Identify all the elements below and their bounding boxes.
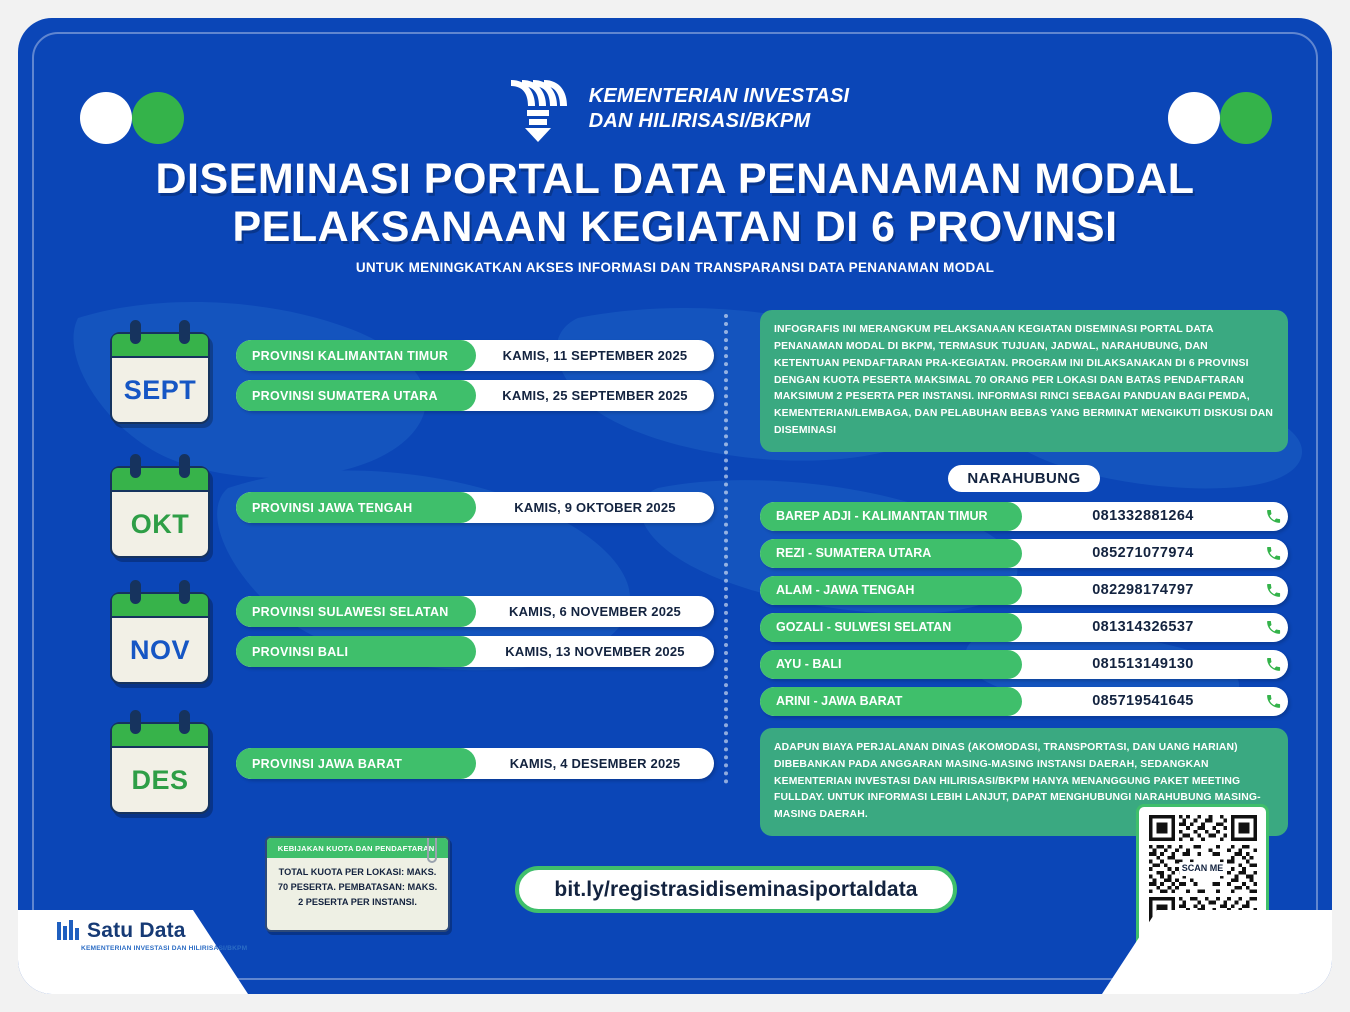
title-line-1: DISEMINASI PORTAL DATA PENANAMAN MODAL xyxy=(155,155,1195,203)
phone-icon[interactable] xyxy=(1258,582,1288,599)
satu-data-logo xyxy=(56,918,186,944)
contact-item xyxy=(760,539,1288,568)
contact-phone: 081332881264 xyxy=(1092,508,1194,525)
schedule-row xyxy=(236,380,714,411)
schedule-row xyxy=(236,340,714,371)
qr-code-icon[interactable] xyxy=(1149,815,1257,923)
registration-link[interactable]: bit.ly/registrasidiseminasiportaldata xyxy=(515,866,957,913)
event-date: KAMIS, 6 NOVEMBER 2025 xyxy=(508,604,681,619)
quota-policy-card xyxy=(265,836,450,932)
calendar-icon-sept xyxy=(110,332,210,424)
schedule-row xyxy=(236,636,714,667)
schedule-row xyxy=(236,492,714,523)
schedule-group-des xyxy=(96,700,736,820)
satu-data-icon xyxy=(56,918,80,944)
schedule-group-nov xyxy=(96,572,736,700)
scan-me-label: SCAN ME xyxy=(1179,862,1227,876)
province-label: PROVINSI JAWA TENGAH xyxy=(236,492,476,523)
contact-item xyxy=(760,502,1288,531)
calendar-icon-okt xyxy=(110,466,210,558)
contact-phone: 085271077974 xyxy=(1092,545,1194,562)
phone-icon[interactable] xyxy=(1258,693,1288,710)
contact-item xyxy=(760,650,1288,679)
calendar-icon-nov xyxy=(110,592,210,684)
ministry-name xyxy=(589,84,850,134)
info-cost-box: ADAPUN BIAYA PERJALANAN DINAS (AKOMODASI, TRANSPORTASI, DAN UANG HARIAN) DIBEBANKAN PADA ANGGARAN MASING-MASING INSTANSI DAERAH, SEDANGKAN KEMENTERIAN INVESTASI DAN HILIRISASI/BKPM HANYA MENANGGUNG PAKET MEETING FULLDAY. UNTUK INFORMASI LEBIH LANJUT, DAPAT MENGHUBUNGI NARAHUBUNG MASING-MASING DAERAH. xyxy=(760,728,1288,836)
page-title xyxy=(18,155,1332,275)
contact-phone: 081513149130 xyxy=(1092,656,1194,673)
schedule-group-okt xyxy=(96,444,736,572)
contact-name: AYU - BALI xyxy=(760,650,1022,679)
schedule-row xyxy=(236,596,714,627)
ministry-name-line1: KEMENTERIAN INVESTASI xyxy=(588,85,850,107)
event-date: KAMIS, 25 SEPTEMBER 2025 xyxy=(502,388,688,403)
event-date: KAMIS, 9 OKTOBER 2025 xyxy=(514,500,676,515)
contact-item xyxy=(760,613,1288,642)
vertical-dotted-divider xyxy=(724,314,728,784)
province-label: PROVINSI BALI xyxy=(236,636,476,667)
paperclip-icon xyxy=(427,836,437,863)
event-date: KAMIS, 11 SEPTEMBER 2025 xyxy=(502,348,688,363)
contact-phone: 085719541645 xyxy=(1092,693,1194,710)
province-label: PROVINSI JAWA BARAT xyxy=(236,748,476,779)
schedule-section xyxy=(96,316,736,820)
info-summary-box: INFOGRAFIS INI MERANGKUM PELAKSANAAN KEGIATAN DISEMINASI PORTAL DATA PENANAMAN MODAL DI BKPM, TERMASUK TUJUAN, JADWAL, NARAHUBUNG, DAN KETENTUAN PENDAFTARAN PRA-KEGIATAN. PROGRAM INI DILAKSANAKAN DI 6 PROVINSI DENGAN KUOTA PESERTA MAKSIMAL 70 ORANG PER LOKASI DAN BATAS PENDAFTARAN MAKSIMUM 2 PESERTA PER INSTANSI. INFORMASI RINCI SEBAGAI PANDUAN BAGI PEMDA, KEMENTERIAN/LEMBAGA, DAN PELABUHAN BEBAS YANG BERMINAT MENGIKUTI DISKUSI DAN DISEMINASI xyxy=(760,310,1288,452)
calendar-month-label: SEPT xyxy=(123,374,197,405)
narahubung-heading: NARAHUBUNG xyxy=(948,465,1100,492)
ministry-name-line2: DAN HILIRISASI/BKPM xyxy=(588,110,811,132)
satu-data-subtitle: KEMENTERIAN INVESTASI DAN HILIRISASI/BKPM xyxy=(81,945,248,952)
schedule-row xyxy=(236,748,714,779)
phone-icon[interactable] xyxy=(1258,508,1288,525)
title-line-2: PELAKSANAAN KEGIATAN DI 6 PROVINSI xyxy=(232,203,1118,252)
poster xyxy=(18,18,1332,994)
schedule-group-sept xyxy=(96,316,736,444)
contact-phone: 081314326537 xyxy=(1092,619,1194,636)
contact-name: BAREP ADJI - KALIMANTAN TIMUR xyxy=(760,502,1022,531)
province-label: PROVINSI KALIMANTAN TIMUR xyxy=(236,340,476,371)
contact-name: REZI - SUMATERA UTARA xyxy=(760,539,1022,568)
province-label: PROVINSI SUMATERA UTARA xyxy=(236,380,476,411)
quota-body: TOTAL KUOTA PER LOKASI: MAKS. 70 PESERTA. PEMBATASAN: MAKS. 2 PESERTA PER INSTANSI. xyxy=(277,867,438,908)
calendar-month-label: OKT xyxy=(130,508,190,539)
bkpm-logo-icon xyxy=(501,70,575,148)
contact-name: ALAM - JAWA TENGAH xyxy=(760,576,1022,605)
calendar-month-label: DES xyxy=(131,764,189,795)
phone-icon[interactable] xyxy=(1258,656,1288,673)
calendar-icon-des xyxy=(110,722,210,814)
contact-name: GOZALI - SULWESI SELATAN xyxy=(760,613,1022,642)
contact-item xyxy=(760,687,1288,716)
ministry-header xyxy=(18,70,1332,148)
contact-phone: 082298174797 xyxy=(1092,582,1194,599)
satu-data-wordmark: Satu Data xyxy=(87,919,186,942)
event-date: KAMIS, 13 NOVEMBER 2025 xyxy=(505,644,685,659)
page-subtitle: UNTUK MENINGKATKAN AKSES INFORMASI DAN TRANSPARANSI DATA PENANAMAN MODAL xyxy=(355,260,995,276)
phone-icon[interactable] xyxy=(1258,545,1288,562)
contact-item xyxy=(760,576,1288,605)
event-date: KAMIS, 4 DESEMBER 2025 xyxy=(509,756,681,771)
contact-name: ARINI - JAWA BARAT xyxy=(760,687,1022,716)
province-label: PROVINSI SULAWESI SELATAN xyxy=(236,596,476,627)
info-section xyxy=(760,310,1288,836)
phone-icon[interactable] xyxy=(1258,619,1288,636)
quota-heading: KEBIJAKAN KUOTA DAN PENDAFTARAN: xyxy=(267,838,448,858)
calendar-month-label: NOV xyxy=(129,634,190,665)
